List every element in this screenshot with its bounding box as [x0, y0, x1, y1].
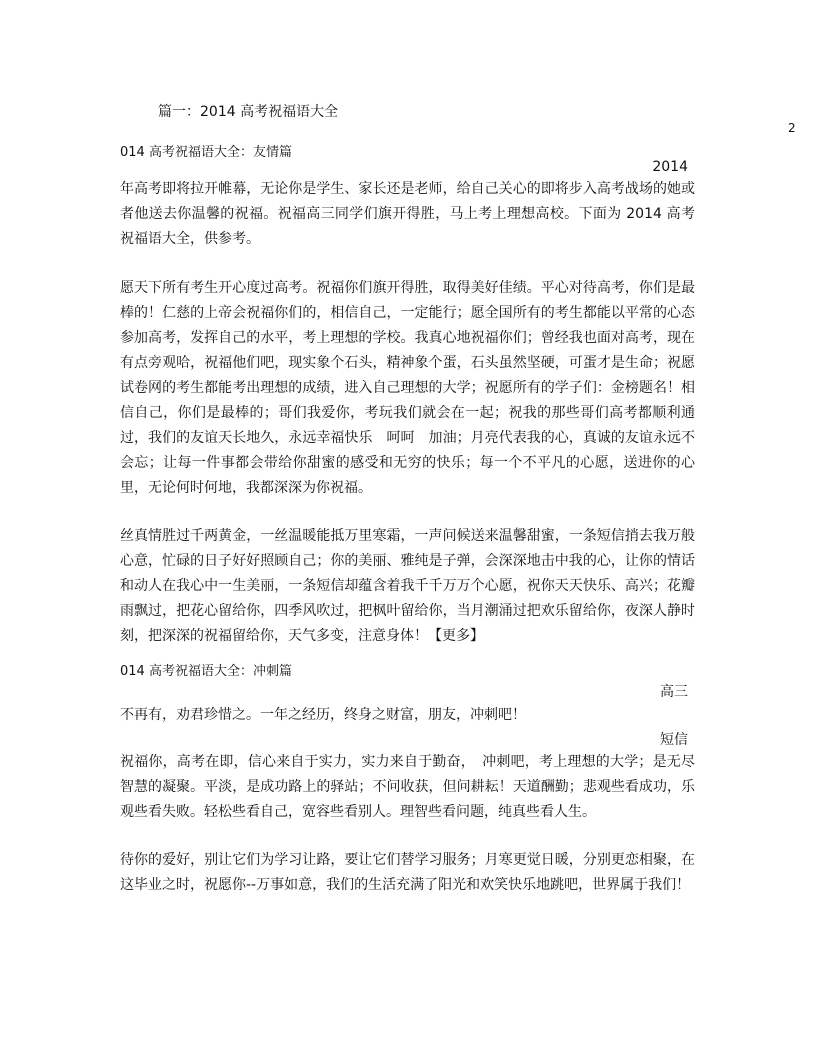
sprint-paragraph-2: 待你的爱好，别让它们为学习让路，要让它们替学习服务；月寒更觉日暖，分别更恋相聚，在这毕业之时，祝愿你--万事如意，我们的生活充满了阳光和欢笑快乐地跳吧，世界属于我们！ [120, 852, 695, 893]
section-heading-friendship: 014 高考祝福语大全：友情篇 [120, 145, 292, 160]
sprint-line-1: 不再有，劝君珍惜之。一年之经历，终身之财富，朋友，冲刺吧！ [120, 707, 526, 723]
sprint-paragraph-1: 祝福你，高考在即，信心来自于实力，实力来自于勤奋， 冲刺吧，考上理想的大学；是无尽智慧的凝聚。平淡，是成功路上的驿站；不问收获，但问耕耘！天道酬勤；悲观些看成功，乐观些看失败。轻松些看自己，宽容些看别人。理智些看问题，纯真些看人生。 [120, 754, 695, 820]
friendship-paragraph-1: 愿天下所有考生开心度过高考。祝福你们旗开得胜，取得美好佳绩。平心对待高考，你们是最棒的！仁慈的上帝会祝福你们的，相信自己，一定能行；愿全国所有的考生都能以平常的心态参加高考，发挥自己的水平，考上理想的学校。我真心地祝福你们；曾经我也面对高考，现在有点旁观哈，祝福他们吧，现实象个石头，精神象个蛋，石头虽然坚硬，可蛋才是生命；祝愿试卷网的考生都能考出理想的成绩，进入自己理想的大学；祝愿所有的学子们：金榜题名！相信自己，你们是最棒的；哥们我爱你，考玩我们就会在一起；祝我的那些哥们高考都顺利通过，我们的友谊天长地久，永远幸福快乐 呵呵 加油；月亮代表我的心，真诚的友谊永远不会忘；让每一件事都会带给你甜蜜的感受和无穷的快乐；每一个不平凡的心愿，送进你的心里，无论何时何地，我都深深为你祝福。 [120, 280, 695, 496]
document-title: 篇一：2014 高考祝福语大全 [158, 104, 339, 120]
year-label: 2014 [652, 159, 688, 175]
label-gaosan: 高三 [660, 684, 688, 700]
label-duanxin: 短信 [660, 732, 688, 748]
intro-paragraph: 年高考即将拉开帷幕，无论你是学生、家长还是老师，给自己关心的即将步入高考战场的她或者他送去你温馨的祝福。祝福高三同学们旗开得胜，马上考上理想高校。下面为 2014 高考祝福语大全，供参考。 [120, 181, 695, 247]
friendship-paragraph-2: 丝真情胜过千两黄金，一丝温暖能抵万里寒霜，一声问候送来温馨甜蜜，一条短信捎去我万般心意，忙碌的日子好好照顾自己；你的美丽、雅纯是子弹，会深深地击中我的心，让你的情话和动人在我心中一生美丽，一条短信却蕴含着我千千万万个心愿，祝你天天快乐、高兴；花瓣雨飘过，把花心留给你，四季风吹过，把枫叶留给你，当月潮涌过把欢乐留给你，夜深人静时刻，把深深的祝福留给你，天气多变，注意身体！【更多】 [120, 528, 695, 644]
section-heading-sprint: 014 高考祝福语大全：冲刺篇 [120, 664, 292, 679]
page-number: 2 [788, 121, 796, 135]
